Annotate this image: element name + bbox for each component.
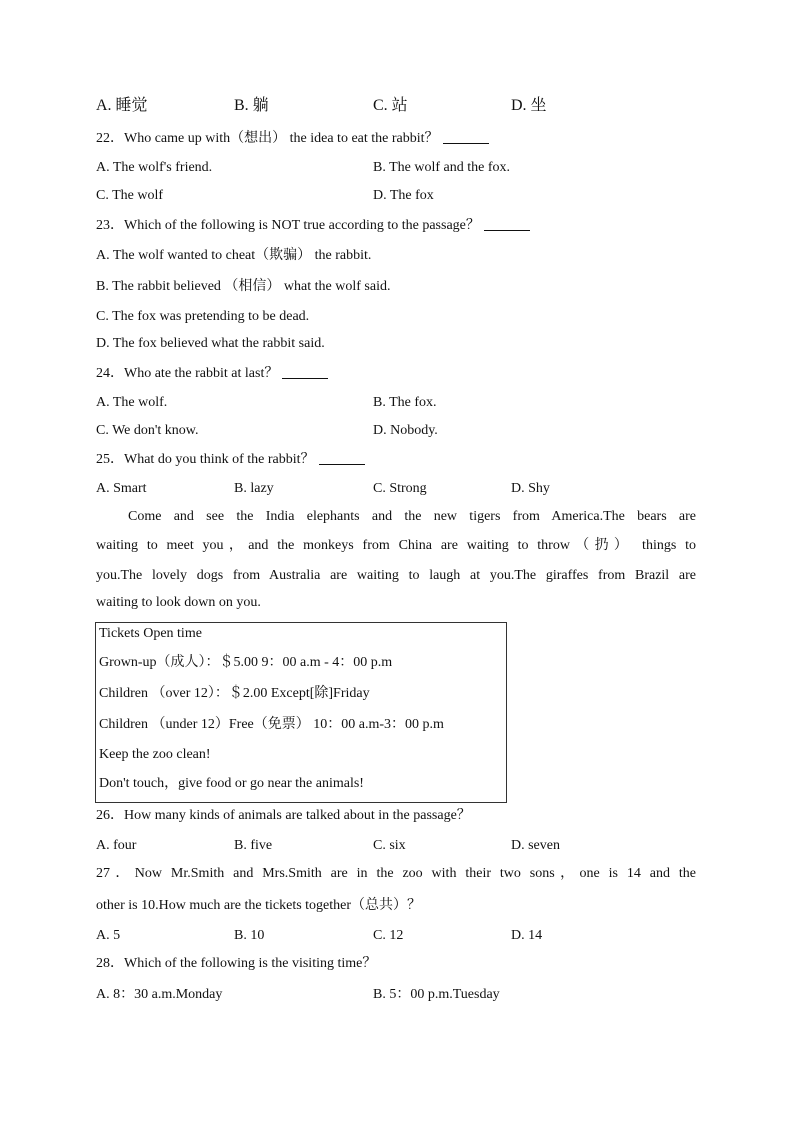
q23-option-b: B. The rabbit believed （相信） what the wolf said. [96,279,391,294]
q25-stem-text: 25．What do you think of the rabbit？ [96,452,315,467]
q24-stem-text: 24．Who ate the rabbit at last？ [96,366,279,381]
ticket-grownup: Grown-up（成人）：＄5.00 9：00 a.m - 4：00 p.m [99,655,393,670]
q25-option-b: B. lazy [234,481,274,496]
q22-option-c: C. The wolf [96,188,164,203]
q23-option-c: C. The fox was pretending to be dead. [96,309,310,324]
q27-stem-line-2: other is 10.How much are the tickets together（总共）？ [96,898,422,913]
q27-option-d: D. 14 [511,928,543,943]
q26-option-a: A. four [96,838,137,853]
passage-line-2: waiting to meet you，and the monkeys from China are waiting to throw（扔） things to [96,538,696,553]
passage-line-1: Come and see the India elephants and the new tigers from America.The bears are [128,509,696,524]
q28-option-a: A. 8：30 a.m.Monday [96,987,223,1002]
q23-option-a: A. The wolf wanted to cheat（欺骗） the rabbit. [96,248,372,263]
zoo-rule-animals: Don't touch，give food or go near the animals! [99,776,364,791]
ticket-children-over-12: Children （over 12）：＄2.00 Except[除]Friday [99,686,370,701]
q22-stem-text: 22．Who came up with（想出） the idea to eat the rabbit？ [96,131,439,146]
zoo-rule-clean: Keep the zoo clean! [99,747,211,762]
q22-stem [96,129,489,148]
ticket-info-box [95,622,507,803]
ticket-children-under-12: Children （under 12）Free（免票） 10：00 a.m-3：00 p.m [99,717,444,732]
q26-stem: 26．How many kinds of animals are talked about in the passage？ [96,808,471,823]
q26-option-d: D. seven [511,838,560,853]
q25-option-c: C. Strong [373,481,427,496]
q23-option-d: D. The fox believed what the rabbit said. [96,336,325,351]
q26-option-c: C. six [373,838,406,853]
q24-option-c: C. We don't know. [96,423,199,438]
q22-option-a: A. The wolf's friend. [96,160,213,175]
q21-option-c: C. 站 [373,97,408,114]
q27-stem-line-1: 27．Now Mr.Smith and Mrs.Smith are in the zoo with their two sons，one is 14 and the [96,866,696,881]
q25-option-a: A. Smart [96,481,147,496]
q24-option-a: A. The wolf. [96,395,168,410]
q25-stem [96,450,365,469]
q23-stem-text: 23．Which of the following is NOT true according to the passage？ [96,218,480,233]
ticket-box-header: Tickets Open time [99,626,202,641]
q21-option-b: B. 躺 [234,97,269,114]
q27-option-c: C. 12 [373,928,404,943]
q22-option-d: D. The fox [373,188,434,203]
answer-blank [484,216,530,231]
passage-line-4: waiting to look down on you. [96,595,261,610]
answer-blank [282,364,328,379]
q25-option-d: D. Shy [511,481,550,496]
q21-option-d: D. 坐 [511,97,547,114]
q26-option-b: B. five [234,838,273,853]
q21-option-a: A. 睡觉 [96,97,148,114]
q22-option-b: B. The wolf and the fox. [373,160,510,175]
answer-blank [443,129,489,144]
q24-option-b: B. The fox. [373,395,437,410]
q24-option-d: D. Nobody. [373,423,438,438]
q27-option-a: A. 5 [96,928,121,943]
q28-option-b: B. 5：00 p.m.Tuesday [373,987,500,1002]
passage-line-3: you.The lovely dogs from Australia are waiting to laugh at you.The giraffes from Brazil are [96,568,696,583]
q27-option-b: B. 10 [234,928,265,943]
q23-stem [96,216,530,235]
q28-stem: 28．Which of the following is the visiting time？ [96,956,377,971]
q24-stem [96,364,328,383]
answer-blank [319,450,365,465]
